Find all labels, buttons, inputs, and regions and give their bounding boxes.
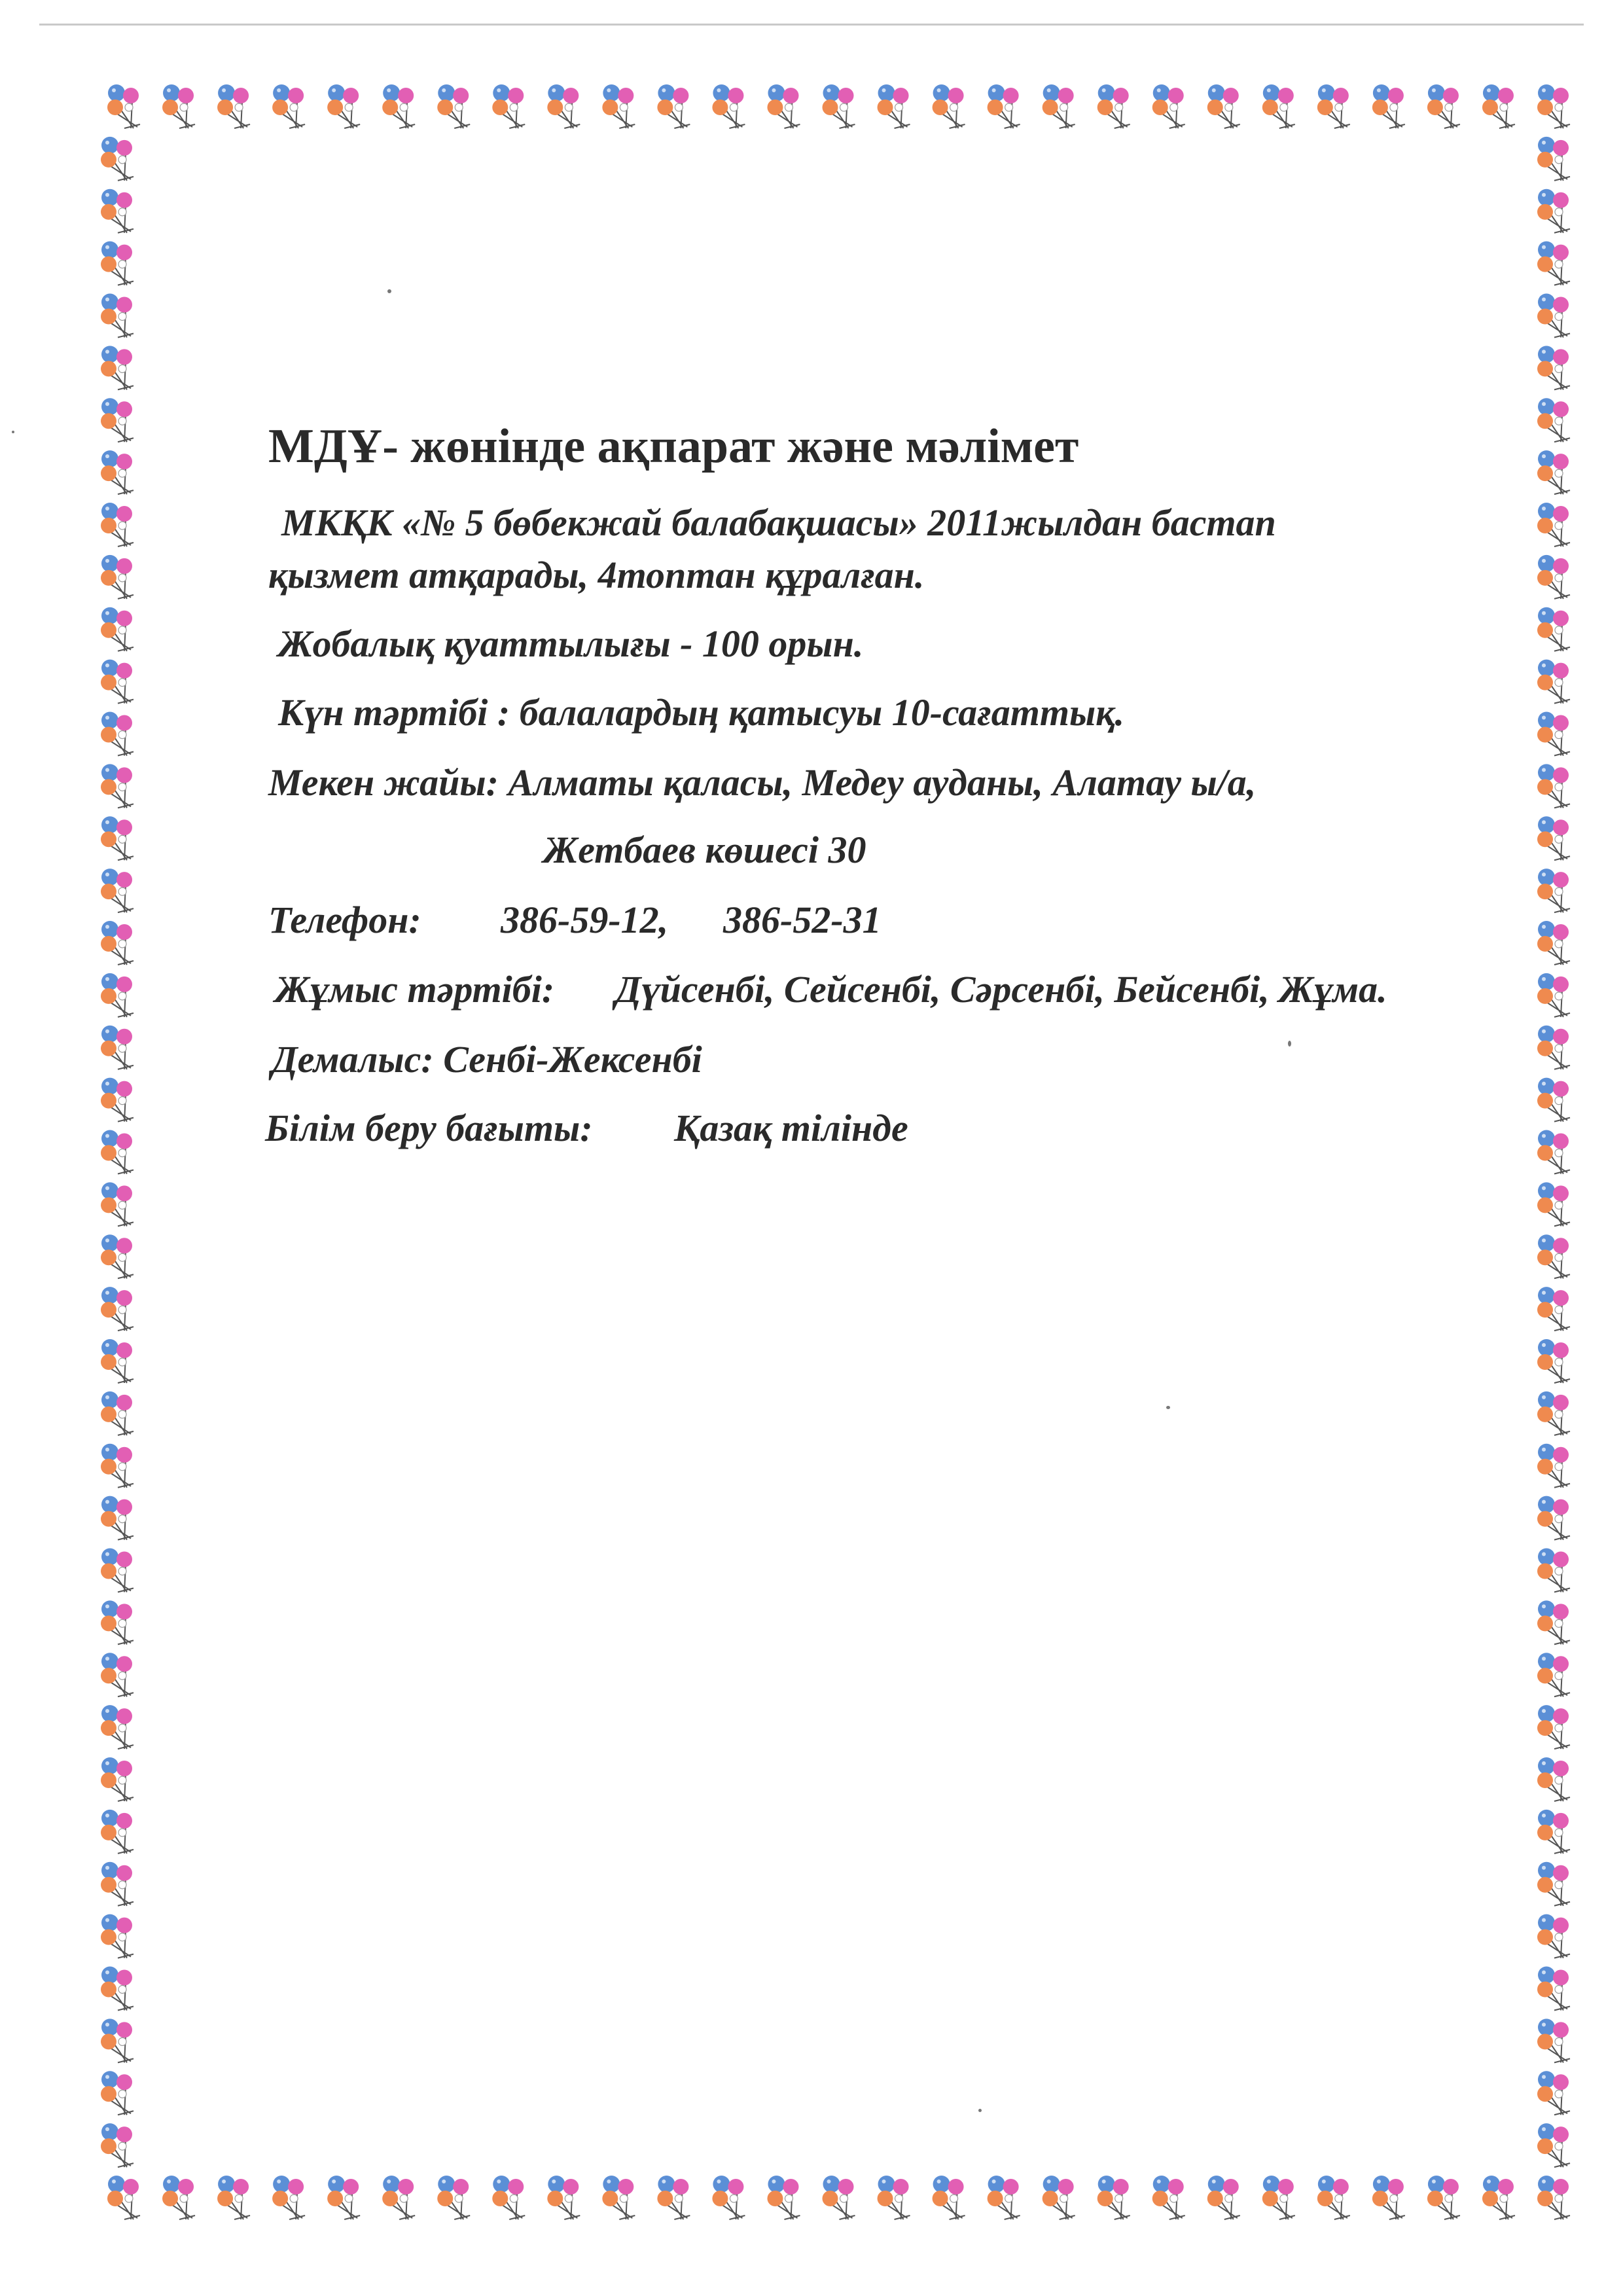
phone-label: Телефон: [268,899,421,941]
scan-speck [12,431,14,433]
scan-speck [1166,1406,1170,1409]
work-days: Дүйсенбі, Сейсенбі, Сәрсенбі, Бейсенбі, Жұма. [615,968,1387,1011]
scan-speck [1288,1041,1291,1047]
scan-speck [387,289,391,293]
work-days-label: Жұмыс тәртібі: [275,968,555,1011]
scan-speck [978,2109,982,2112]
phone-number-2: 386-52-31 [723,899,882,941]
schedule-line: Күн тәртібі : балалардың қатысуы 10-сағаттық. [278,691,1125,734]
language-value: Қазақ тілінде [674,1107,908,1149]
address-line-1: Мекен жайы: Алматы қаласы, Медеу ауданы, Алатау ы/а, [268,761,1257,804]
document-title: МДҰ- жөнінде ақпарат және мәлімет [268,420,1079,473]
capacity-line: Жобалық қуаттылығы - 100 орын. [278,622,864,665]
intro-line-2: қызмет атқарады, 4топтан құралған. [268,554,925,596]
phone-number-1: 386-59-12, [501,899,669,941]
days-off-line: Демалыс: Сенбі-Жексенбі [272,1038,702,1081]
address-line-2: Жетбаев көшесі 30 [543,829,866,871]
intro-line-1: МКҚК «№ 5 бөбекжай балабақшасы» 2011жылдан бастап [281,501,1276,544]
language-label: Білім беру бағыты: [265,1107,593,1149]
